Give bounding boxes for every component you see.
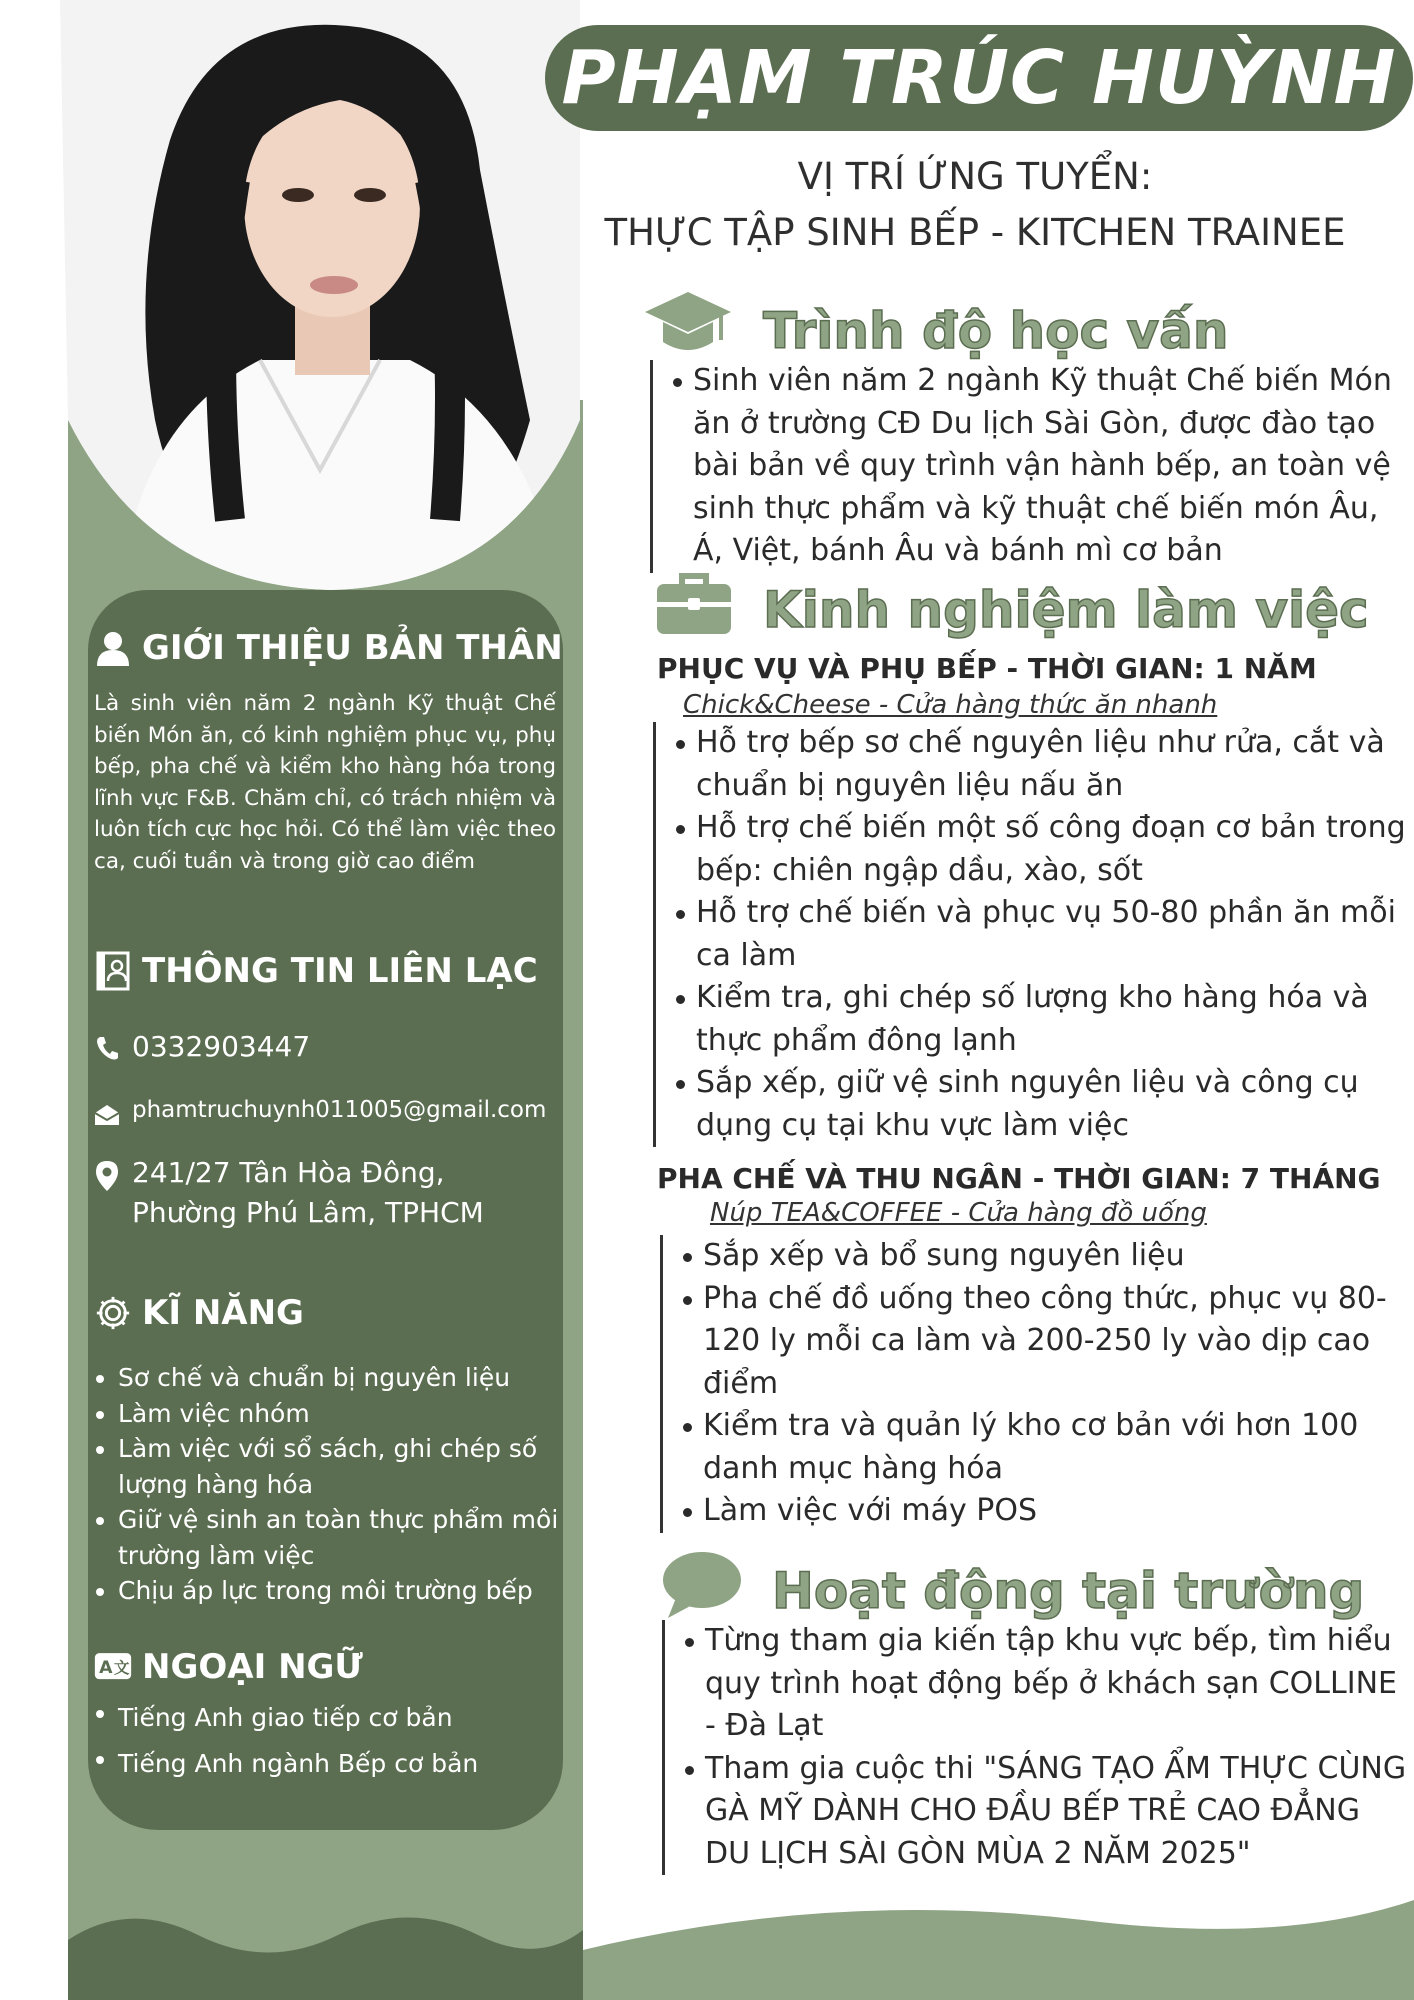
activities-list: [662, 1620, 1412, 1875]
job-duty-item: Kiểm tra, ghi chép số lượng kho hàng hóa và thực phẩm đông lạnh: [670, 977, 1413, 1062]
skill-item: Làm việc với sổ sách, ghi chép số lượng hàng hóa: [94, 1431, 564, 1502]
job-title: PHA CHẾ VÀ THU NGÂN - THỜI GIAN: 7 THÁNG: [657, 1162, 1381, 1195]
activities-heading-text: Hoạt động tại trường: [772, 1562, 1365, 1620]
job-title: PHỤC VỤ VÀ PHỤ BẾP - THỜI GIAN: 1 NĂM: [657, 652, 1317, 685]
languages-heading: [94, 1647, 363, 1687]
language-item: Tiếng Anh giao tiếp cơ bản: [94, 1695, 564, 1741]
profile-photo: [60, 0, 580, 590]
svg-text:文: 文: [113, 1659, 130, 1678]
briefcase-icon: [655, 572, 733, 648]
skills-heading-text: KĨ NĂNG: [142, 1293, 304, 1333]
skills-heading: [94, 1293, 304, 1333]
about-text: Là sinh viên năm 2 ngành Kỹ thuật Chế biến Món ăn, có kinh nghiệm phục vụ, phụ bếp, pha chế và kiểm kho hàng hóa trong lĩnh vực F&B. Chăm chỉ, có trách nhiệm và luôn tích cực học hỏi. Có thể làm việc theo ca, cuối tuần và trong giờ cao điểm: [94, 691, 556, 874]
translate-icon: [94, 1648, 132, 1686]
activity-item: Tham gia cuộc thi "SÁNG TẠO ẨM THỰC CÙNG GÀ MỸ DÀNH CHO ĐẦU BẾP TRẺ CAO ĐẲNG DU LỊCH SÀI GÒN MÙA 2 NĂM 2025": [679, 1748, 1412, 1876]
phone-number: 0332903447: [132, 1030, 311, 1063]
skill-item: Chịu áp lực trong môi trường bếp: [94, 1573, 564, 1609]
job-duties-list: [653, 722, 1413, 1147]
address-row: [94, 1153, 484, 1233]
left-bottom-wave: [68, 1880, 583, 2000]
gear-icon: [94, 1294, 132, 1332]
position-value: THỰC TẬP SINH BẾP - KITCHEN TRAINEE: [604, 211, 1346, 254]
job-duty-item: Hỗ trợ chế biến và phục vụ 50-80 phần ăn mỗi ca làm: [670, 892, 1413, 977]
address-line-1: 241/27 Tân Hòa Đông,: [132, 1156, 445, 1189]
skill-item: Sơ chế và chuẩn bị nguyên liệu: [94, 1360, 564, 1396]
job-place: Núp TEA&COFFEE - Cửa hàng đồ uống: [710, 1198, 1207, 1228]
about-heading: [94, 628, 563, 668]
email-address: phamtruchuynh011005@gmail.com: [132, 1097, 547, 1123]
contact-heading: [94, 951, 538, 991]
contact-book-icon: [94, 952, 132, 990]
education-item: Sinh viên năm 2 ngành Kỹ thuật Chế biến Món ăn ở trường CĐ Du lịch Sài Gòn, được đào tạo bài bản về quy trình vận hành bếp, an toàn vệ sinh thực phẩm và kỹ thuật chế biến món Âu, Á, Việt, bánh Âu và bánh mì cơ bản: [667, 360, 1407, 573]
phone-icon: [94, 1033, 120, 1063]
job-duty-item: Pha chế đồ uống theo công thức, phục vụ 80-120 ly mỗi ca làm và 200-250 ly vào dịp cao điểm: [677, 1278, 1412, 1406]
job-duty-item: Hỗ trợ chế biến một số công đoạn cơ bản trong bếp: chiên ngập dầu, xào, sốt: [670, 807, 1413, 892]
languages-list: [94, 1695, 564, 1787]
education-list: [650, 360, 1407, 573]
language-item: Tiếng Anh ngành Bếp cơ bản: [94, 1741, 564, 1787]
skill-item: Làm việc nhóm: [94, 1396, 564, 1432]
location-pin-icon: [94, 1161, 120, 1191]
job-place: Chick&Cheese - Cửa hàng thức ăn nhanh: [683, 690, 1218, 720]
job-duty-item: Hỗ trợ bếp sơ chế nguyên liệu như rửa, cắt và chuẩn bị nguyên liệu nấu ăn: [670, 722, 1413, 807]
education-heading-text: Trình độ học vấn: [763, 302, 1229, 360]
user-icon: [94, 629, 132, 667]
svg-text:A: A: [99, 1658, 113, 1679]
job-duty-item: Sắp xếp và bổ sung nguyên liệu: [677, 1235, 1412, 1278]
position-label: VỊ TRÍ ỨNG TUYỂN:: [797, 155, 1153, 198]
skills-list: [94, 1360, 564, 1609]
job-duty-item: Sắp xếp, giữ vệ sinh nguyên liệu và công cụ dụng cụ tại khu vực làm việc: [670, 1062, 1413, 1147]
skill-item: Giữ vệ sinh an toàn thực phẩm môi trường làm việc: [94, 1502, 564, 1573]
job-duties-list: [660, 1235, 1412, 1533]
languages-heading-text: NGOẠI NGỮ: [142, 1647, 363, 1687]
experience-heading-text: Kinh nghiệm làm việc: [763, 581, 1369, 639]
address-line-2: Phường Phú Lâm, TPHCM: [132, 1196, 484, 1229]
bottom-right-wave: [583, 1880, 1414, 2000]
job-duty-item: Làm việc với máy POS: [677, 1490, 1412, 1533]
job-duty-item: Kiểm tra và quản lý kho cơ bản với hơn 100 danh mục hàng hóa: [677, 1405, 1412, 1490]
activity-item: Từng tham gia kiến tập khu vực bếp, tìm hiểu quy trình hoạt động bếp ở khách sạn COLLINE - Đà Lạt: [679, 1620, 1412, 1748]
experience-heading: [655, 572, 1369, 648]
about-heading-text: GIỚI THIỆU BẢN THÂN: [142, 628, 563, 668]
candidate-name: PHẠM TRÚC HUỲNH: [545, 25, 1413, 131]
phone-row: [94, 1030, 310, 1063]
email-icon: [94, 1100, 120, 1130]
contact-heading-text: THÔNG TIN LIÊN LẠC: [142, 951, 538, 991]
email-row: [94, 1097, 546, 1130]
